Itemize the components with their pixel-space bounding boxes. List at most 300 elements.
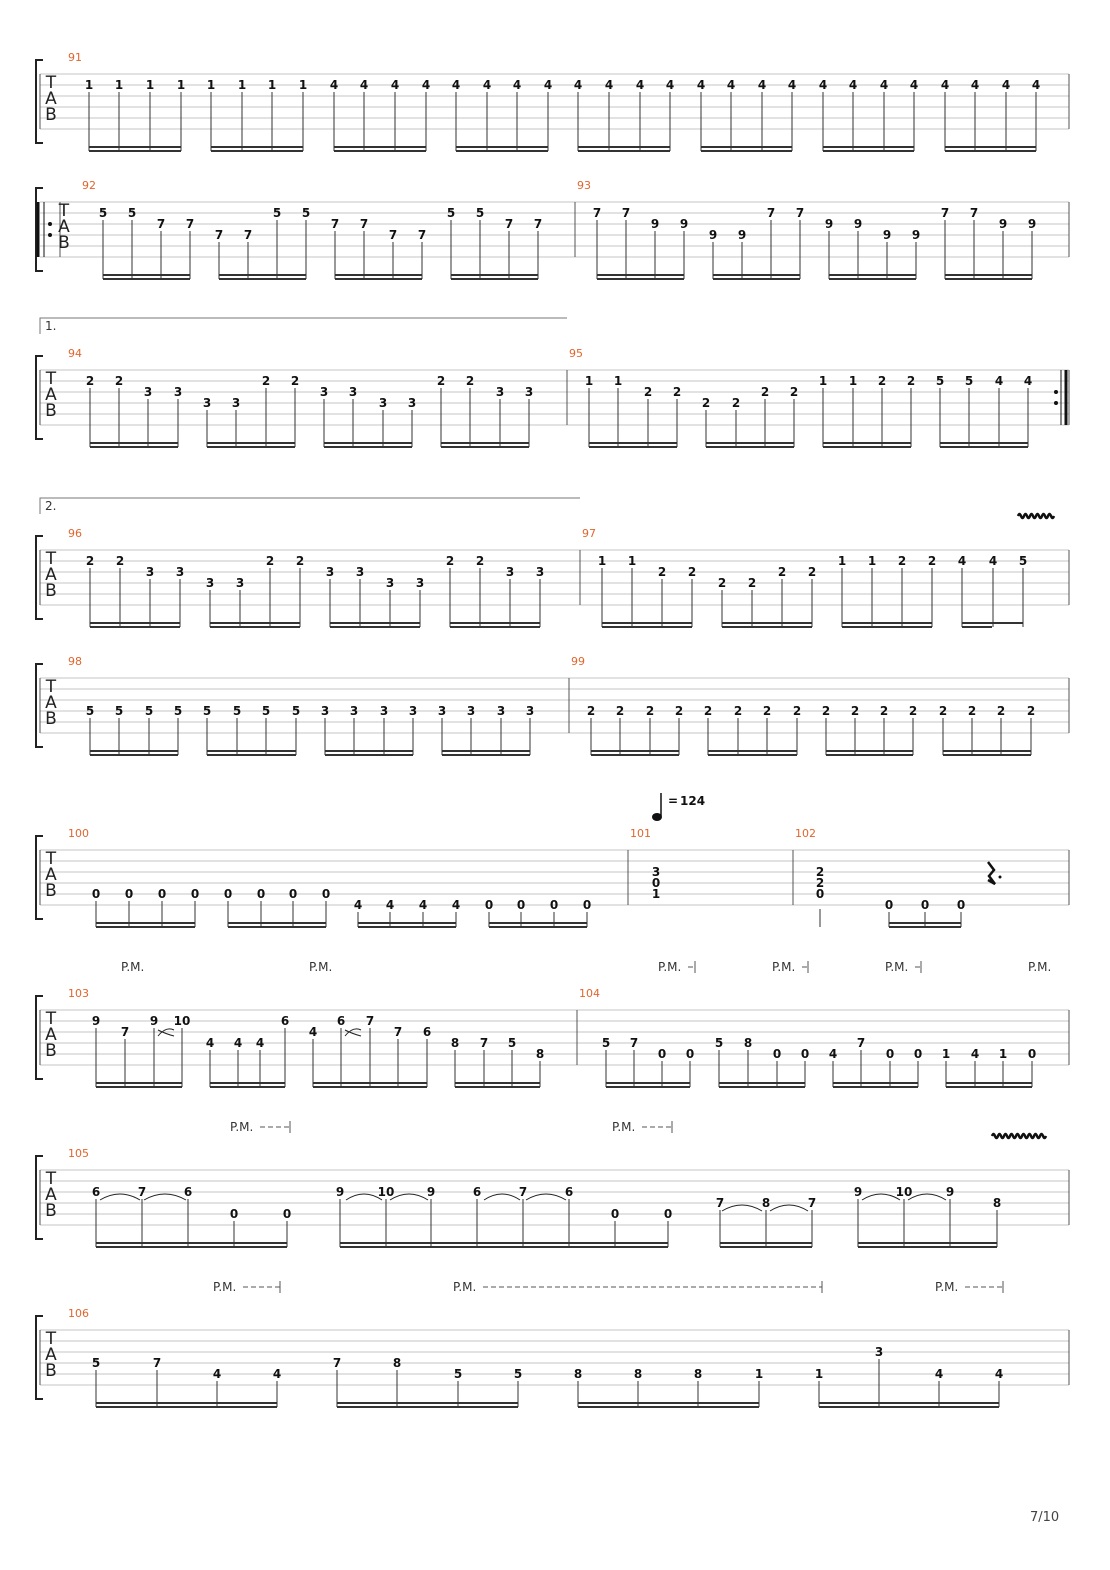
tab-clef-letter: T xyxy=(45,1169,57,1189)
measure-number: 104 xyxy=(579,987,600,1000)
fret-number: 7 xyxy=(137,1185,147,1199)
fret-number: 3 xyxy=(466,704,476,718)
fret-number: 3 xyxy=(143,385,153,399)
fret-number: 5 xyxy=(714,1036,724,1050)
fret-number: 0 xyxy=(657,1047,667,1061)
fret-number: 2 xyxy=(703,704,713,718)
fret-number: 1 xyxy=(584,374,594,388)
fret-number: 4 xyxy=(879,78,889,92)
fret-number: 3 xyxy=(173,385,183,399)
fret-number: 9 xyxy=(91,1014,101,1028)
fret-number: 4 xyxy=(934,1367,944,1381)
measure-number: 91 xyxy=(68,51,82,64)
tab-system xyxy=(36,655,1069,755)
fret-number: 3 xyxy=(355,565,365,579)
fret-number: 2 xyxy=(747,576,757,590)
tab-system xyxy=(36,827,1069,927)
fret-number: 10 xyxy=(895,1185,913,1199)
tab-clef-letter: T xyxy=(45,73,57,93)
fret-number: 3 xyxy=(202,396,212,410)
volta-bracket xyxy=(40,498,580,514)
fret-number: 4 xyxy=(390,78,400,92)
fret-number: 5 xyxy=(601,1036,611,1050)
fret-number: 2 xyxy=(996,704,1006,718)
vibrato-icon xyxy=(1018,514,1054,518)
fret-number: 9 xyxy=(708,228,718,242)
fret-number: 4 xyxy=(255,1036,265,1050)
tie-arc xyxy=(484,1194,520,1200)
tab-clef-letter: T xyxy=(45,1009,57,1029)
tab-clef-letter: A xyxy=(45,1345,57,1365)
tie-arc xyxy=(722,1205,762,1211)
tab-clef-letter: A xyxy=(45,565,57,585)
fret-number: 7 xyxy=(592,206,602,220)
fret-number: 0 xyxy=(800,1047,810,1061)
fret-number: 5 xyxy=(98,206,108,220)
fret-number: 3 xyxy=(319,385,329,399)
fret-number: 6 xyxy=(336,1014,346,1028)
tab-clef-letter: A xyxy=(58,217,70,237)
fret-number: 7 xyxy=(856,1036,866,1050)
measure-number: 100 xyxy=(68,827,89,840)
fret-number: 4 xyxy=(1001,78,1011,92)
fret-number: 10 xyxy=(173,1014,191,1028)
fret-number: 7 xyxy=(152,1356,162,1370)
measure-number: 95 xyxy=(569,347,583,360)
fret-number: 4 xyxy=(970,78,980,92)
fret-number: 2 xyxy=(465,374,475,388)
palm-mute-label: P.M. xyxy=(309,960,333,974)
fret-number: 4 xyxy=(385,898,395,912)
repeat-dot xyxy=(1054,390,1058,394)
tie-arc xyxy=(526,1194,566,1200)
tab-clef-letter: A xyxy=(45,1185,57,1205)
fret-number: 1 xyxy=(754,1367,764,1381)
fret-number: 5 xyxy=(301,206,311,220)
tab-clef-letter: B xyxy=(45,1041,57,1061)
fret-number: 0 xyxy=(582,898,592,912)
fret-number: 7 xyxy=(388,228,398,242)
fret-number: 7 xyxy=(807,1196,817,1210)
fret-number: 5 xyxy=(453,1367,463,1381)
fret-number: 1 xyxy=(837,554,847,568)
fret-number: 5 xyxy=(173,704,183,718)
fret-number: 0 xyxy=(920,898,930,912)
fret-number: 1 xyxy=(848,374,858,388)
fret-number: 9 xyxy=(882,228,892,242)
fret-number: 3 xyxy=(535,565,545,579)
measure-number: 99 xyxy=(571,655,585,668)
tab-clef-letter: B xyxy=(45,881,57,901)
fret-number: 0 xyxy=(685,1047,695,1061)
fret-number: 4 xyxy=(726,78,736,92)
fret-number: 9 xyxy=(737,228,747,242)
fret-number: 5 xyxy=(272,206,282,220)
fret-number: 7 xyxy=(518,1185,528,1199)
fret-number: 7 xyxy=(795,206,805,220)
fret-number: 3 xyxy=(408,704,418,718)
fret-number: 7 xyxy=(940,206,950,220)
fret-number: 3 xyxy=(524,385,534,399)
fret-number: 3 xyxy=(651,865,661,879)
fret-number: 1 xyxy=(651,887,661,901)
fret-number: 2 xyxy=(701,396,711,410)
tab-system xyxy=(36,51,1069,151)
tie-arc xyxy=(144,1194,186,1200)
fret-number: 4 xyxy=(818,78,828,92)
fret-number: 3 xyxy=(505,565,515,579)
fret-number: 4 xyxy=(970,1047,980,1061)
fret-number: 2 xyxy=(762,704,772,718)
fret-number: 8 xyxy=(693,1367,703,1381)
fret-number: 0 xyxy=(124,887,134,901)
fret-number: 3 xyxy=(385,576,395,590)
fret-number: 2 xyxy=(731,396,741,410)
fret-number: 0 xyxy=(484,898,494,912)
fret-number: 2 xyxy=(290,374,300,388)
fret-number: 6 xyxy=(183,1185,193,1199)
fret-number: 4 xyxy=(848,78,858,92)
fret-number: 2 xyxy=(295,554,305,568)
fret-number: 2 xyxy=(908,704,918,718)
fret-number: 4 xyxy=(635,78,645,92)
fret-number: 4 xyxy=(957,554,967,568)
fret-number: 6 xyxy=(422,1025,432,1039)
fret-number: 7 xyxy=(715,1196,725,1210)
tab-clef-letter: B xyxy=(45,1361,57,1381)
tab-clef-letter: T xyxy=(45,677,57,697)
fret-number: 4 xyxy=(696,78,706,92)
fret-number: 2 xyxy=(821,704,831,718)
tie-arc xyxy=(390,1194,428,1200)
fret-number: 9 xyxy=(998,217,1008,231)
fret-number: 3 xyxy=(379,704,389,718)
fret-number: 0 xyxy=(223,887,233,901)
fret-number: 1 xyxy=(998,1047,1008,1061)
fret-number: 6 xyxy=(91,1185,101,1199)
fret-number: 9 xyxy=(679,217,689,231)
tab-clef-letter: B xyxy=(45,709,57,729)
fret-number: 1 xyxy=(627,554,637,568)
fret-number: 7 xyxy=(185,217,195,231)
fret-number: 7 xyxy=(629,1036,639,1050)
fret-number: 4 xyxy=(421,78,431,92)
fret-number: 0 xyxy=(229,1207,239,1221)
palm-mute-label: P.M. xyxy=(772,960,796,974)
fret-number: 1 xyxy=(237,78,247,92)
fret-number: 0 xyxy=(321,887,331,901)
fret-number: 4 xyxy=(451,898,461,912)
fret-number: 2 xyxy=(717,576,727,590)
tab-clef-letter: B xyxy=(45,401,57,421)
fret-number: 7 xyxy=(332,1356,342,1370)
tab-clef-letter: T xyxy=(45,1329,57,1349)
fret-number: 4 xyxy=(233,1036,243,1050)
palm-mute-label: P.M. xyxy=(658,960,682,974)
fret-number: 5 xyxy=(964,374,974,388)
fret-number: 4 xyxy=(543,78,553,92)
volta-label: 2. xyxy=(45,499,57,513)
fret-number: 2 xyxy=(674,704,684,718)
fret-number: 5 xyxy=(446,206,456,220)
fret-number: 5 xyxy=(261,704,271,718)
fret-number: 4 xyxy=(757,78,767,92)
repeat-dot xyxy=(48,233,52,237)
fret-number: 3 xyxy=(415,576,425,590)
tab-system xyxy=(36,1307,1069,1407)
fret-number: 4 xyxy=(359,78,369,92)
fret-number: 3 xyxy=(495,385,505,399)
fret-number: 2 xyxy=(733,704,743,718)
fret-number: 2 xyxy=(645,704,655,718)
fret-number: 9 xyxy=(853,1185,863,1199)
fret-number: 5 xyxy=(1018,554,1028,568)
quarter-rest-icon xyxy=(988,862,995,884)
fret-number: 5 xyxy=(202,704,212,718)
fret-number: 5 xyxy=(85,704,95,718)
measure-number: 101 xyxy=(630,827,651,840)
fret-number: 0 xyxy=(610,1207,620,1221)
tab-system xyxy=(36,987,1069,1087)
fret-number: 2 xyxy=(807,565,817,579)
fret-number: 0 xyxy=(913,1047,923,1061)
fret-number: 1 xyxy=(613,374,623,388)
fret-number: 2 xyxy=(850,704,860,718)
volta-label: 1. xyxy=(45,319,57,333)
fret-number: 2 xyxy=(672,385,682,399)
fret-number: 3 xyxy=(320,704,330,718)
fret-number: 4 xyxy=(1023,374,1033,388)
fret-number: 7 xyxy=(969,206,979,220)
fret-number: 3 xyxy=(145,565,155,579)
tab-clef-letter: B xyxy=(45,105,57,125)
palm-mute-label: P.M. xyxy=(121,960,145,974)
fret-number: 7 xyxy=(504,217,514,231)
fret-number: 0 xyxy=(956,898,966,912)
fret-number: 8 xyxy=(535,1047,545,1061)
palm-mute-label: P.M. xyxy=(885,960,909,974)
fret-number: 5 xyxy=(475,206,485,220)
fret-number: 8 xyxy=(761,1196,771,1210)
fret-number: 10 xyxy=(377,1185,395,1199)
fret-number: 5 xyxy=(144,704,154,718)
tab-clef-letter: A xyxy=(45,865,57,885)
fret-number: 1 xyxy=(818,374,828,388)
rest-dot xyxy=(999,876,1002,879)
fret-number: 2 xyxy=(877,374,887,388)
fret-number: 4 xyxy=(994,1367,1004,1381)
fret-number: 7 xyxy=(214,228,224,242)
fret-number: 9 xyxy=(650,217,660,231)
palm-mute-label: P.M. xyxy=(230,1120,254,1134)
repeat-dot xyxy=(1054,401,1058,405)
palm-mute-label: P.M. xyxy=(935,1280,959,1294)
tie-arc xyxy=(770,1205,808,1211)
fret-number: 4 xyxy=(512,78,522,92)
tab-system xyxy=(36,179,1069,279)
fret-number: 3 xyxy=(525,704,535,718)
palm-mute-label: P.M. xyxy=(213,1280,237,1294)
fret-number: 9 xyxy=(149,1014,159,1028)
fret-number: 4 xyxy=(482,78,492,92)
fret-number: 1 xyxy=(597,554,607,568)
fret-number: 8 xyxy=(392,1356,402,1370)
fret-number: 5 xyxy=(507,1036,517,1050)
fret-number: 5 xyxy=(513,1367,523,1381)
fret-number: 4 xyxy=(665,78,675,92)
fret-number: 6 xyxy=(472,1185,482,1199)
tab-system xyxy=(36,318,1069,447)
fret-number: 0 xyxy=(190,887,200,901)
fret-number: 4 xyxy=(353,898,363,912)
fret-number: 3 xyxy=(874,1345,884,1359)
fret-number: 4 xyxy=(329,78,339,92)
fret-number: 1 xyxy=(114,78,124,92)
fret-number: 4 xyxy=(212,1367,222,1381)
fret-number: 7 xyxy=(359,217,369,231)
fret-number: 9 xyxy=(945,1185,955,1199)
fret-number: 2 xyxy=(586,704,596,718)
fret-number: 4 xyxy=(994,374,1004,388)
measure-number: 96 xyxy=(68,527,82,540)
fret-number: 1 xyxy=(84,78,94,92)
measure-number: 94 xyxy=(68,347,82,360)
fret-number: 4 xyxy=(205,1036,215,1050)
fret-number: 0 xyxy=(256,887,266,901)
fret-number: 7 xyxy=(621,206,631,220)
fret-number: 2 xyxy=(792,704,802,718)
tempo-marking xyxy=(652,793,705,821)
tie-arc xyxy=(346,1194,382,1200)
fret-number: 3 xyxy=(231,396,241,410)
fret-number: 0 xyxy=(885,1047,895,1061)
fret-number: 2 xyxy=(85,374,95,388)
fret-number: 3 xyxy=(325,565,335,579)
fret-number: 2 xyxy=(265,554,275,568)
fret-number: 4 xyxy=(573,78,583,92)
tab-system xyxy=(36,498,1069,627)
fret-number: 6 xyxy=(280,1014,290,1028)
fret-number: 0 xyxy=(282,1207,292,1221)
fret-number: 7 xyxy=(766,206,776,220)
measure-number: 97 xyxy=(582,527,596,540)
fret-number: 5 xyxy=(232,704,242,718)
fret-number: 2 xyxy=(436,374,446,388)
measure-number: 92 xyxy=(82,179,96,192)
fret-number: 0 xyxy=(663,1207,673,1221)
fret-number: 2 xyxy=(261,374,271,388)
fret-number: 0 xyxy=(91,887,101,901)
fret-number: 4 xyxy=(418,898,428,912)
fret-number: 0 xyxy=(1027,1047,1037,1061)
fret-number: 2 xyxy=(1026,704,1036,718)
tab-clef-letter: T xyxy=(58,201,70,221)
fret-number: 8 xyxy=(633,1367,643,1381)
fret-number: 7 xyxy=(479,1036,489,1050)
fret-number: 1 xyxy=(267,78,277,92)
fret-number: 0 xyxy=(157,887,167,901)
fret-number: 9 xyxy=(911,228,921,242)
fret-number: 4 xyxy=(604,78,614,92)
fret-number: 6 xyxy=(564,1185,574,1199)
tempo-equals: = xyxy=(668,794,679,808)
tab-clef-letter: T xyxy=(45,849,57,869)
fret-number: 2 xyxy=(643,385,653,399)
page-number: 7/10 xyxy=(1030,1510,1060,1525)
fret-number: 1 xyxy=(298,78,308,92)
fret-number: 2 xyxy=(777,565,787,579)
fret-number: 2 xyxy=(967,704,977,718)
fret-number: 4 xyxy=(1031,78,1041,92)
fret-number: 2 xyxy=(687,565,697,579)
fret-number: 2 xyxy=(938,704,948,718)
tie-arc xyxy=(908,1194,946,1200)
fret-number: 3 xyxy=(175,565,185,579)
fret-number: 1 xyxy=(145,78,155,92)
fret-number: 3 xyxy=(407,396,417,410)
fret-number: 5 xyxy=(114,704,124,718)
fret-number: 3 xyxy=(205,576,215,590)
tab-clef-letter: A xyxy=(45,693,57,713)
tab-clef-letter: B xyxy=(58,233,70,253)
fret-number: 4 xyxy=(272,1367,282,1381)
fret-number: 0 xyxy=(651,876,661,890)
fret-number: 2 xyxy=(927,554,937,568)
fret-number: 7 xyxy=(393,1025,403,1039)
fret-number: 2 xyxy=(815,876,825,890)
measure-number: 102 xyxy=(795,827,816,840)
fret-number: 2 xyxy=(114,374,124,388)
fret-number: 7 xyxy=(365,1014,375,1028)
fret-number: 2 xyxy=(615,704,625,718)
tab-clef-letter: A xyxy=(45,89,57,109)
fret-number: 0 xyxy=(772,1047,782,1061)
tab-clef-letter: A xyxy=(45,1025,57,1045)
tab-clef-letter: T xyxy=(45,549,57,569)
fret-number: 0 xyxy=(884,898,894,912)
fret-number: 9 xyxy=(1027,217,1037,231)
palm-mute-label: P.M. xyxy=(453,1280,477,1294)
tie-arc xyxy=(100,1194,140,1200)
tab-clef-letter: T xyxy=(45,369,57,389)
volta-bracket xyxy=(40,318,567,334)
fret-number: 1 xyxy=(814,1367,824,1381)
fret-number: 7 xyxy=(243,228,253,242)
fret-number: 2 xyxy=(815,865,825,879)
fret-number: 3 xyxy=(349,704,359,718)
fret-number: 1 xyxy=(176,78,186,92)
fret-number: 0 xyxy=(815,887,825,901)
fret-number: 2 xyxy=(879,704,889,718)
fret-number: 7 xyxy=(120,1025,130,1039)
fret-number: 9 xyxy=(426,1185,436,1199)
vibrato-icon xyxy=(992,1134,1046,1138)
fret-number: 2 xyxy=(906,374,916,388)
measure-number: 98 xyxy=(68,655,82,668)
fret-number: 2 xyxy=(115,554,125,568)
fret-number: 1 xyxy=(941,1047,951,1061)
fret-number: 1 xyxy=(867,554,877,568)
fret-number: 0 xyxy=(549,898,559,912)
fret-number: 3 xyxy=(348,385,358,399)
fret-number: 8 xyxy=(992,1196,1002,1210)
fret-number: 2 xyxy=(445,554,455,568)
fret-number: 7 xyxy=(330,217,340,231)
fret-number: 5 xyxy=(127,206,137,220)
tab-clef-letter: B xyxy=(45,1201,57,1221)
fret-number: 0 xyxy=(516,898,526,912)
tab-clef-letter: B xyxy=(45,581,57,601)
